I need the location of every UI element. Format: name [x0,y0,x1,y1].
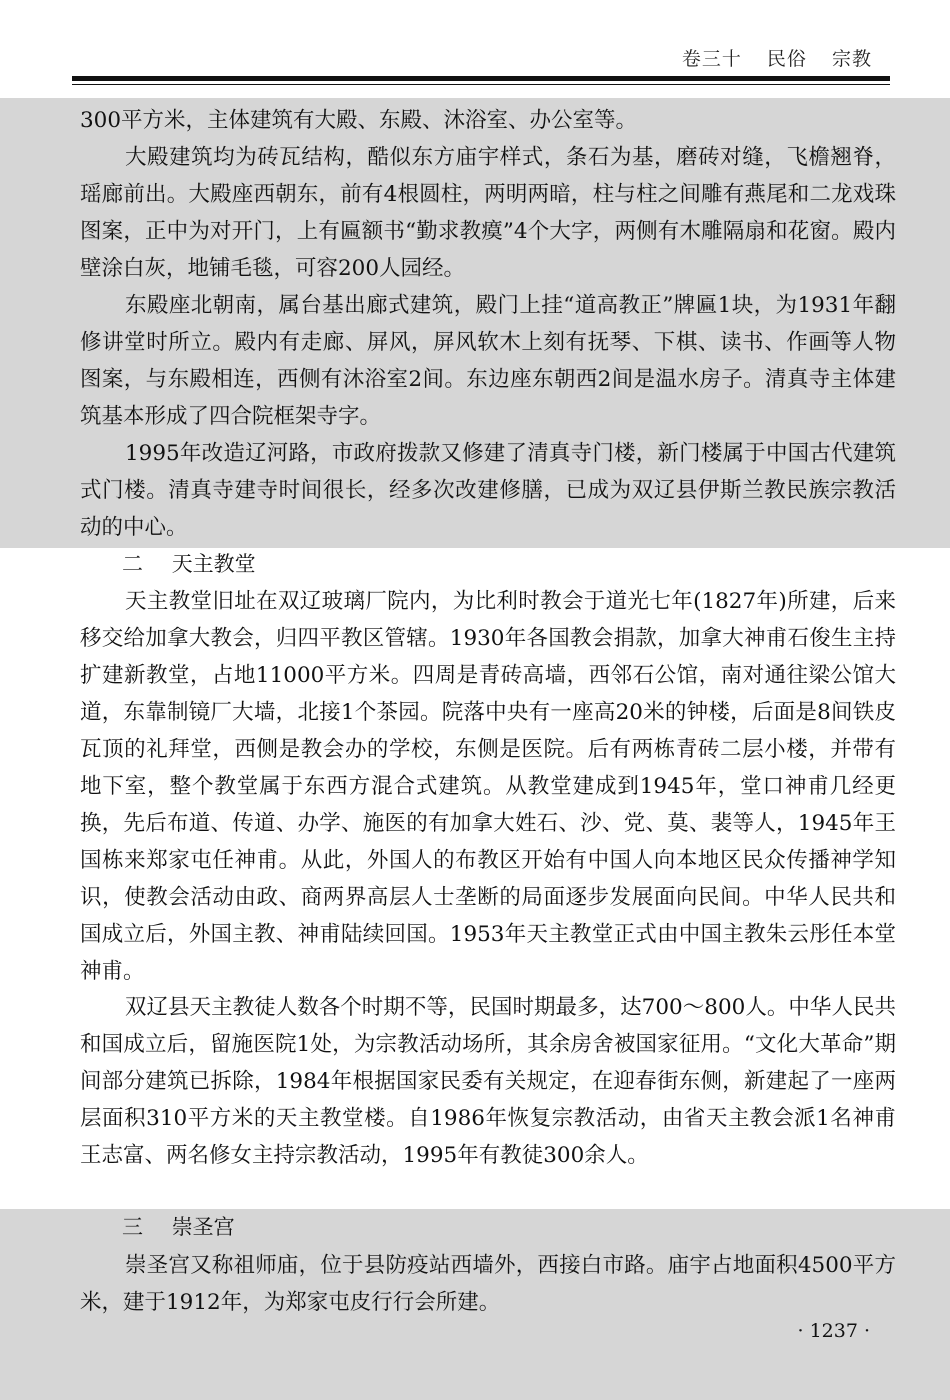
paragraph-chongsheng: 崇圣宫又称祖师庙，位于县防疫站西墙外，西接白市路。庙宇占地面积4500平方米，建于1912年，为郑家屯皮行行会所建。 [80,1253,896,1315]
section-heading-chongsheng-palace [122,1212,235,1242]
heading-number: 三 [122,1215,143,1239]
paragraph-main-hall: 大殿建筑均为砖瓦结构，酷似东方庙宇样式，条石为基，磨砖对缝，飞檐翘脊，瑶廊前出。大殿座西朝东，前有4根圆柱，两明两暗，柱与柱之间雕有燕尾和二龙戏珠图案，正中为对开门，上有匾额书“勤求教瘼”4个大字，两侧有木雕隔扇和花窗。殿内壁涂白灰，地铺毛毯，可容200人园经。 [80,145,896,281]
paragraph-church-members: 双辽县天主教徒人数各个时期不等，民国时期最多，达700～800人。中华人民共和国成立后，留施医院1处，为宗教活动场所，其余房舍被国家征用。“文化大革命”期间部分建筑已拆除，1984年根据国家民委有关规定，在迎春街东侧，新建起了一座两层面积310平方米的天主教堂楼。自1986年恢复宗教活动，由省天主教会派1名神甫王志富、两名修女主持宗教活动，1995年有教徒300余人。 [80,995,896,1168]
header-rule-thin [72,84,890,85]
header-subsection: 宗教 [831,48,872,70]
section-heading-catholic-church [122,549,256,579]
heading-title: 天主教堂 [171,552,256,576]
paragraph-continuation: 300平方米，主体建筑有大殿、东殿、沐浴室、办公室等。 [80,108,638,133]
heading-number: 二 [122,552,143,576]
running-header [682,44,872,71]
header-section: 民俗 [766,48,807,70]
paragraph-east-hall: 东殿座北朝南，属台基出廊式建筑，殿门上挂“道高教正”牌匾1块，为1931年翻修讲堂时所立。殿内有走廊、屏风，屏风软木上刻有抚琴、下棋、读书、作画等人物图案，与东殿相连，西侧有沐浴室2间。东边座东朝西2间是温水房子。清真寺主体建筑基本形成了四合院框架寺字。 [80,293,896,429]
page-number: · 1237 · [797,1320,870,1342]
paragraph-church-history: 天主教堂旧址在双辽玻璃厂院内，为比利时教会于道光七年(1827年)所建，后来移交给加拿大教会，归四平教区管辖。1930年各国教会捐款，加拿大神甫石俊生主持扩建新教堂，占地11000平方米。四周是青砖高墙，西邻石公馆，南对通往梁公馆大道，东靠制镜厂大墙，北接1个茶园。院落中央有一座高20米的钟楼，后面是8间铁皮瓦顶的礼拜堂，西侧是教会办的学校，东侧是医院。后有两栋青砖二层小楼，并带有地下室，整个教堂属于东西方混合式建筑。从教堂建成到1945年，堂口神甫几经更换，先后布道、传道、办学、施医的有加拿大姓石、沙、党、莫、裴等人，1945年王国栋来郑家屯任神甫。从此，外国人的布教区开始有中国人向本地区民众传播神学知识，使教会活动由政、商两界高层人士垄断的局面逐步发展面向民间。中华人民共和国成立后，外国主教、神甫陆续回国。1953年天主教堂正式由中国主教朱云彤任本堂神甫。 [80,589,896,984]
header-rule-thick [72,76,890,81]
paragraph-gate-1995: 1995年改造辽河路，市政府拨款又修建了清真寺门楼，新门楼属于中国古代建筑式门楼。清真寺建寺时间很长，经多次改建修膳，已成为双辽县伊斯兰教民族宗教活动的中心。 [80,441,896,540]
header-volume: 卷三十 [681,48,742,70]
heading-title: 崇圣宫 [171,1215,235,1239]
